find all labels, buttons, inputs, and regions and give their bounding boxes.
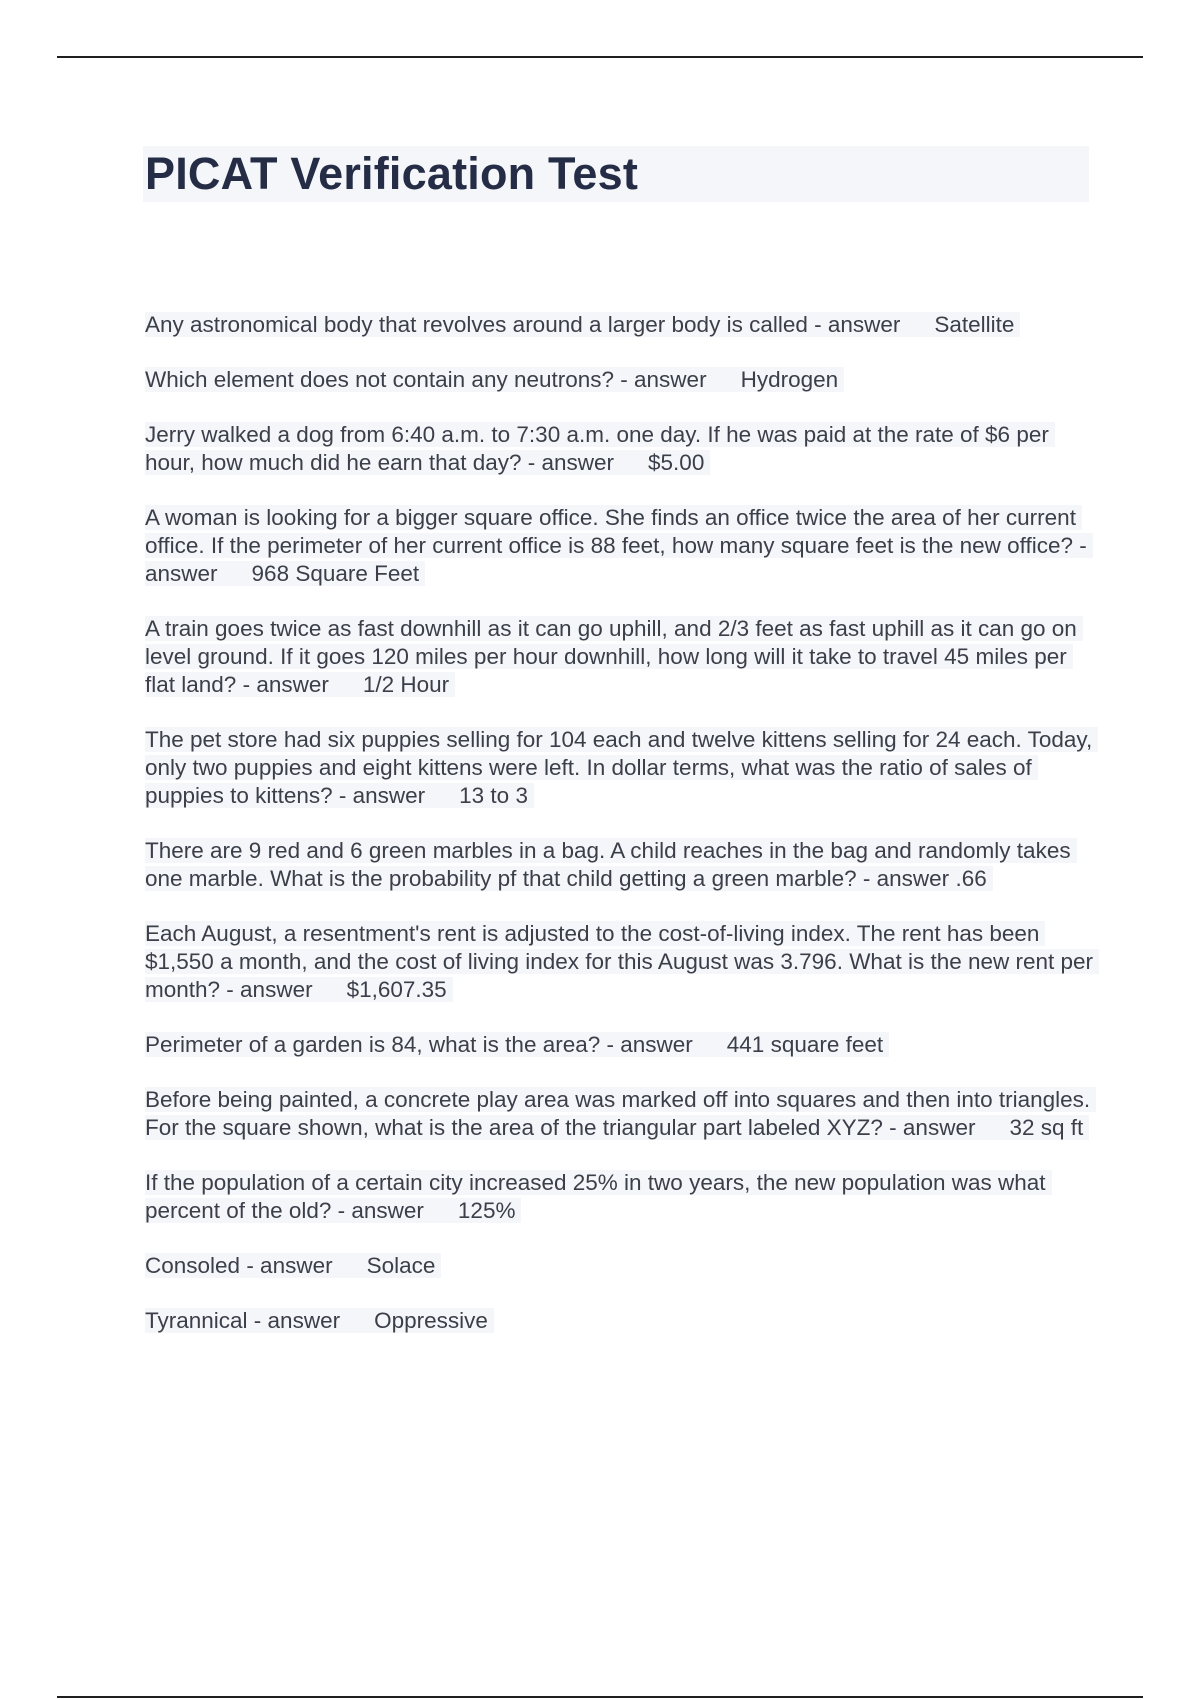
qa-list: [145, 311, 1095, 1362]
qa-item: [145, 1252, 1095, 1280]
question-text: Jerry walked a dog from 6:40 a.m. to 7:30 a.m. one day. If he was paid at the rate of $6 per hour, how much did he earn that day? - answer: [145, 422, 1049, 475]
question-text: Perimeter of a garden is 84, what is the area? - answer: [145, 1032, 693, 1057]
answer-text: 32 sq ft: [1009, 1115, 1084, 1140]
qa-item: [145, 1031, 1095, 1059]
question-text: If the population of a certain city increased 25% in two years, the new population was what percent of the old? - answer: [145, 1170, 1046, 1223]
answer-text: Hydrogen: [740, 367, 839, 392]
qa-item: [145, 504, 1095, 588]
qa-item: [145, 1307, 1095, 1335]
qa-item: [145, 366, 1095, 394]
answer-text: $5.00: [648, 450, 705, 475]
question-text: Tyrannical - answer: [145, 1308, 341, 1333]
answer-text: $1,607.35: [346, 977, 447, 1002]
qa-item: [145, 837, 1095, 893]
question-text: The pet store had six puppies selling for 104 each and twelve kittens selling for 24 each. Today, only two puppies and eight kittens were left. In dollar terms, what was the ratio of sales of puppies to kittens? - answer: [145, 727, 1093, 808]
question-text: A train goes twice as fast downhill as it can go uphill, and 2/3 feet as fast uphill as it can go on level ground. If it goes 120 miles per hour downhill, how long will it take to travel 45 miles per flat land? - answer: [145, 616, 1077, 697]
qa-item: [145, 726, 1095, 810]
qa-item: [145, 311, 1095, 339]
question-text: Any astronomical body that revolves around a larger body is called - answer: [145, 312, 901, 337]
answer-text: 125%: [457, 1198, 516, 1223]
qa-item: [145, 615, 1095, 699]
answer-text: 1/2 Hour: [362, 672, 450, 697]
question-text: Each August, a resentment's rent is adjusted to the cost-of-living index. The rent has been $1,550 a month, and the cost of living index for this August was 3.796. What is the new rent per month? - answer: [145, 921, 1094, 1002]
answer-text: Oppressive: [374, 1308, 488, 1333]
answer-text: 441 square feet: [726, 1032, 884, 1057]
question-text: There are 9 red and 6 green marbles in a bag. A child reaches in the bag and randomly takes one marble. What is the probability pf that child getting a green marble? - answer: [145, 838, 1071, 891]
page-title: PICAT Verification Test: [145, 148, 639, 199]
top-rule: [57, 56, 1143, 58]
question-text: Which element does not contain any neutrons? - answer: [145, 367, 707, 392]
bottom-rule: [57, 1696, 1143, 1698]
qa-item: [145, 421, 1095, 477]
qa-item: [145, 1086, 1095, 1142]
answer-text: 13 to 3: [459, 783, 528, 808]
answer-text: Satellite: [934, 312, 1015, 337]
answer-text: Solace: [366, 1253, 436, 1278]
qa-item: [145, 1169, 1095, 1225]
question-text: Consoled - answer: [145, 1253, 333, 1278]
answer-text: .66: [955, 866, 987, 891]
answer-text: 968 Square Feet: [251, 561, 420, 586]
question-text: A woman is looking for a bigger square office. She finds an office twice the area of her current office. If the perimeter of her current office is 88 feet, how many square feet is the new office? - answer: [145, 505, 1087, 586]
qa-item: [145, 920, 1095, 1004]
question-text: Before being painted, a concrete play area was marked off into squares and then into triangles. For the square shown, what is the area of the triangular part labeled XYZ? - answer: [145, 1087, 1091, 1140]
